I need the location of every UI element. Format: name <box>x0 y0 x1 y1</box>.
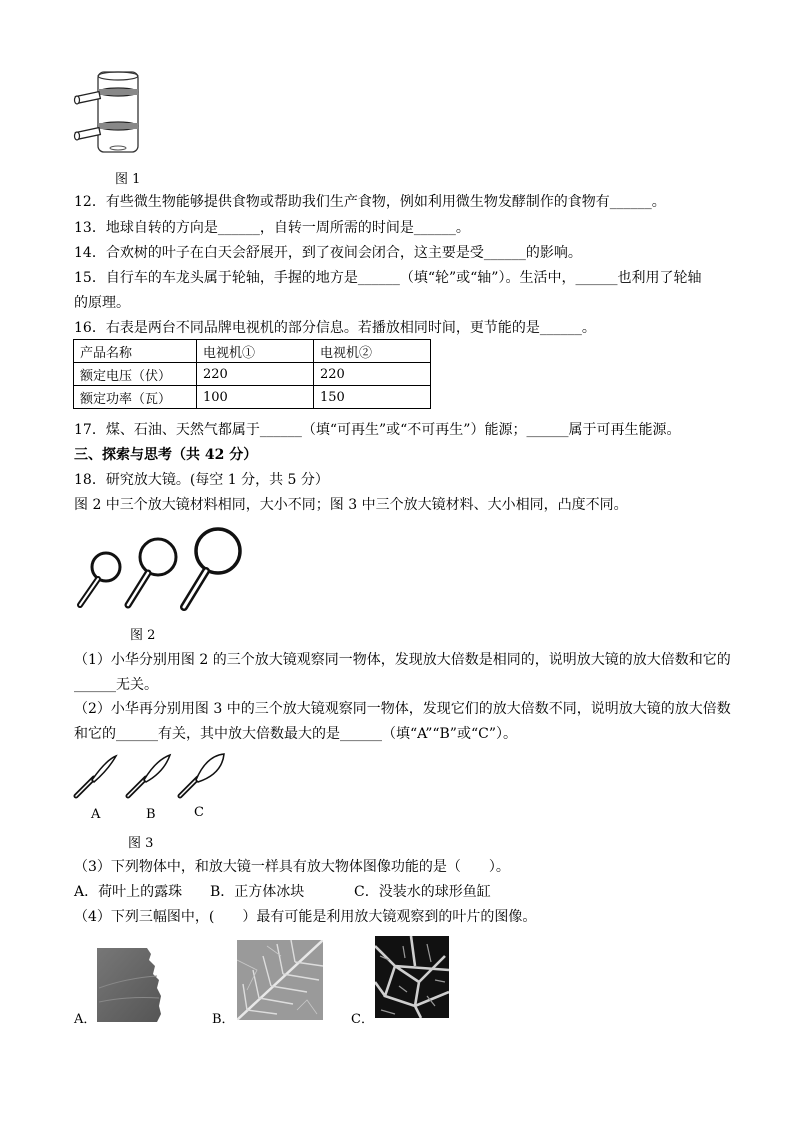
part-2-line-2: 和它的______有关，其中放大倍数最大的是______（填“A”“B”或“C”）。 <box>74 726 517 742</box>
table-cell: 150 <box>314 386 431 409</box>
table-header-row <box>74 340 431 363</box>
figure-2-magnifiers <box>72 527 247 615</box>
lens-a-icon <box>76 756 116 796</box>
question-15-line-1: 15．自行车的车龙头属于轮轴，手握的地方是______（填“轮”或“轴”）。生活中，______也利用了轮轴 <box>74 270 702 286</box>
question-16: 16．右表是两台不同品牌电视机的部分信息。若播放相同时间，更节能的是______。 <box>74 320 596 336</box>
question-14: 14．合欢树的叶子在白天会舒展开，到了夜间会闭合，这主要是受______的影响。 <box>74 245 582 261</box>
figure-3-lenses <box>72 752 232 802</box>
table-header-cell: 产品名称 <box>74 340 197 363</box>
figure-3-caption: 图 3 <box>128 836 154 851</box>
magnifier-medium-icon <box>128 539 176 605</box>
table-header-cell: 电视机① <box>197 340 314 363</box>
part-3-option-a: A．荷叶上的露珠 <box>74 884 183 900</box>
table-header-cell: 电视机② <box>314 340 431 363</box>
lens-label-c: C <box>194 805 204 820</box>
part-3-option-c: C．没装水的球形鱼缸 <box>354 884 491 900</box>
part-3-option-b: B．正方体冰块 <box>210 884 305 900</box>
figure-1-apparatus <box>72 68 144 160</box>
table-cell: 220 <box>197 363 314 386</box>
lens-label-a: A <box>91 807 101 822</box>
question-12: 12．有些微生物能够提供食物或帮助我们生产食物，例如利用微生物发酵制作的食物有______。 <box>74 194 666 210</box>
table-row <box>74 363 431 386</box>
table-cell: 220 <box>314 363 431 386</box>
table-row <box>74 386 431 409</box>
part-3-question: （3）下列物体中，和放大镜一样具有放大物体图像功能的是（ ）。 <box>74 859 510 875</box>
leaf-image-b <box>237 940 323 1020</box>
table-cell: 100 <box>197 386 314 409</box>
question-18-intro: 图 2 中三个放大镜材料相同，大小不同；图 3 中三个放大镜材料、大小相同，凸度不同。 <box>74 497 628 513</box>
table-cell: 额定功率（瓦） <box>74 386 197 409</box>
leaf-label-c: C． <box>351 1012 374 1027</box>
magnifier-small-icon <box>80 553 120 605</box>
question-13: 13．地球自转的方向是______，自转一周所需的时间是______。 <box>74 220 470 236</box>
leaf-label-a: A． <box>74 1012 97 1027</box>
section-3-title: 三、探索与思考（共 42 分） <box>74 447 258 463</box>
leaf-image-a <box>97 948 161 1022</box>
figure-1-caption: 图 1 <box>115 172 141 187</box>
tv-info-table <box>73 339 431 409</box>
lens-b-icon <box>128 755 170 796</box>
question-15-line-2: 的原理。 <box>74 295 130 311</box>
table-cell: 额定电压（伏） <box>74 363 197 386</box>
figure-2-caption: 图 2 <box>130 628 156 643</box>
question-18: 18．研究放大镜。(每空 1 分，共 5 分） <box>74 472 329 488</box>
lens-c-icon <box>180 754 224 796</box>
part-2-line-1: （2）小华再分别用图 3 中的三个放大镜观察同一物体，发现它们的放大倍数不同，说明放大镜的放大倍数 <box>74 701 731 717</box>
leaf-label-b: B． <box>212 1012 235 1027</box>
part-1-line-1: （1）小华分别用图 2 的三个放大镜观察同一物体，发现放大倍数是相同的，说明放大镜的放大倍数和它的 <box>74 652 731 668</box>
part-4-question: （4）下列三幅图中，( ）最有可能是利用放大镜观察到的叶片的图像。 <box>74 909 537 925</box>
part-1-line-2: ______无关。 <box>74 677 158 693</box>
question-17: 17．煤、石油、天然气都属于______（填“可再生”或“不可再生”）能源；______属于可再生能源。 <box>74 422 681 438</box>
lens-label-b: B <box>146 807 156 822</box>
magnifier-large-icon <box>184 529 240 607</box>
leaf-image-c <box>375 936 449 1018</box>
